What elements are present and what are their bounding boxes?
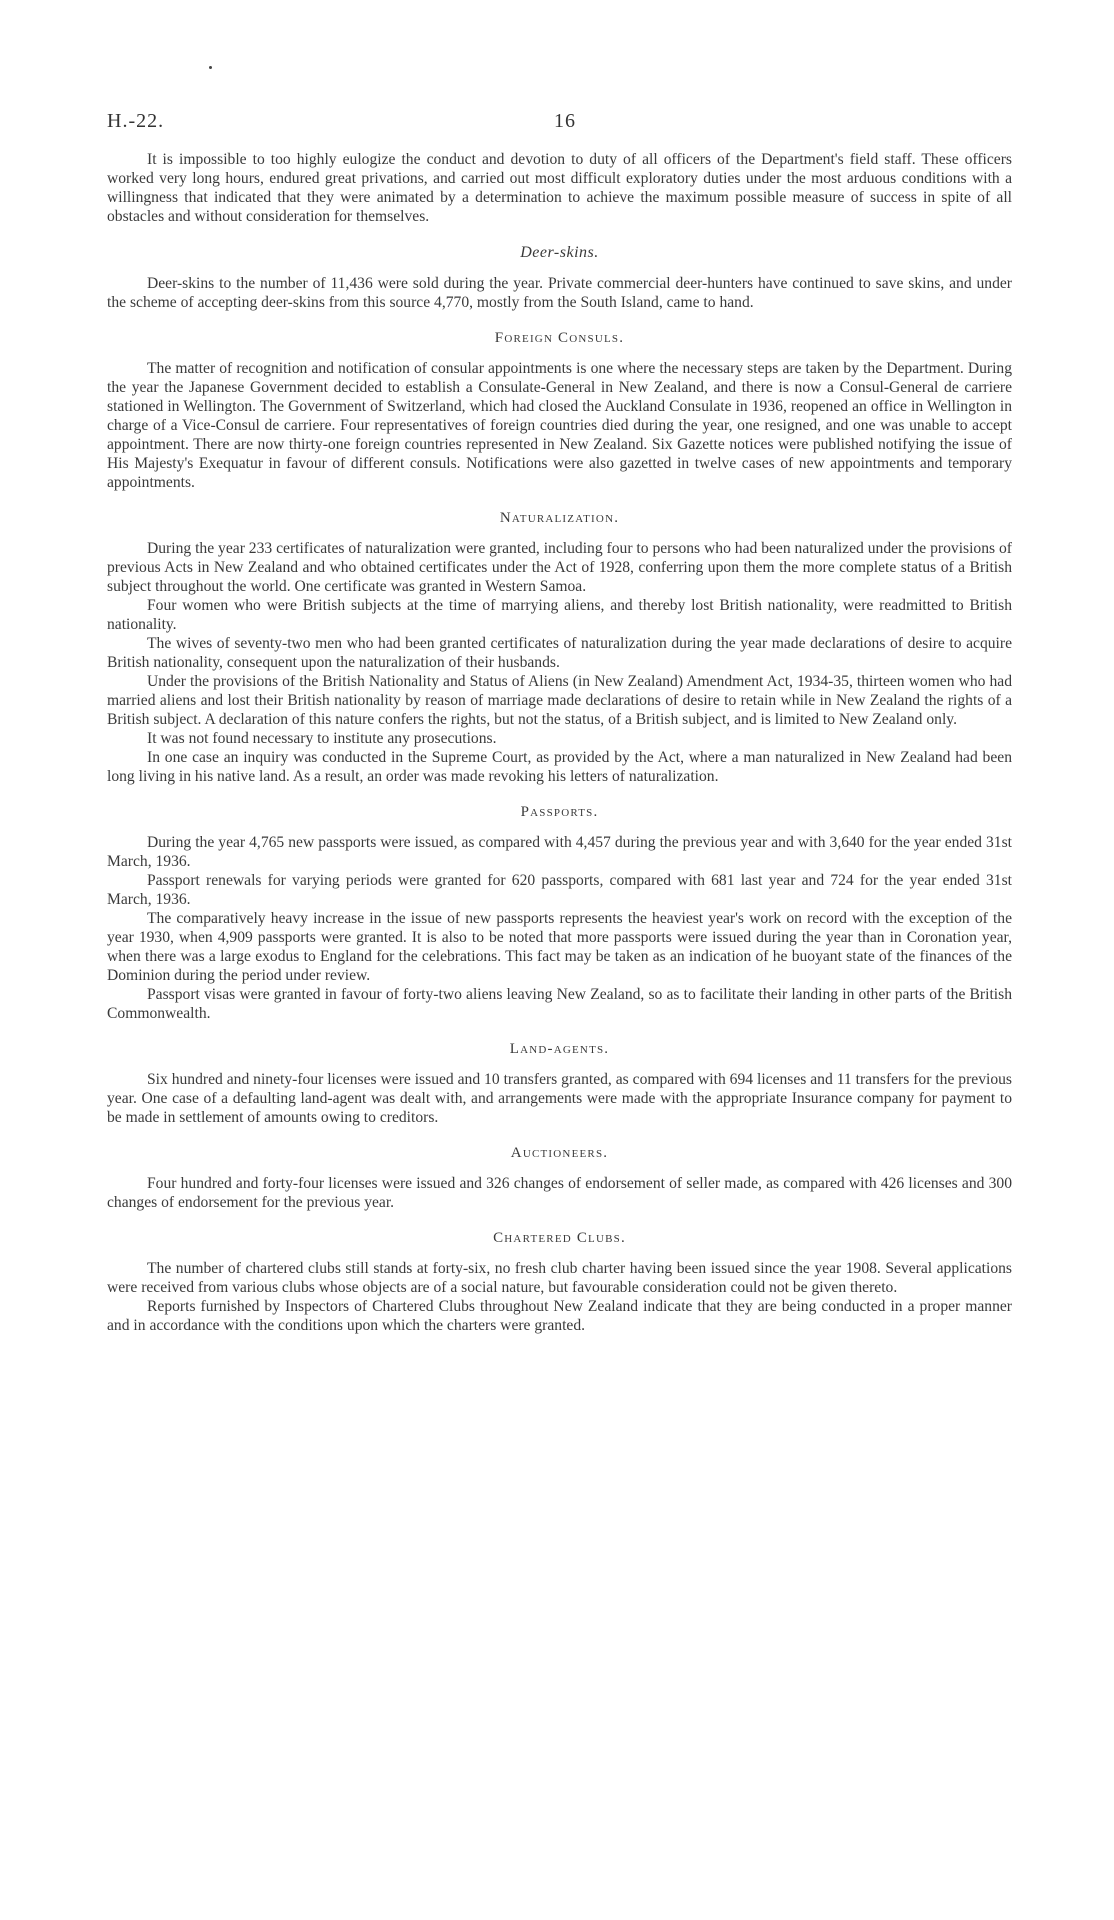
paragraph: Passport visas were granted in favour of forty-two aliens leaving New Zealand, so as to facilitate their landing in other parts of the British Commonwealth.	[107, 986, 1012, 1022]
paragraph: Under the provisions of the British Nationality and Status of Aliens (in New Zealand) Amendment Act, 1934-35, thirteen women who had married aliens and lost their British nationality by reason of marriage made declarations of desire to retain while in New Zealand the rights of a British subject. A declaration of this nature confers the rights, but not the status, of a British subject, and is limited to New Zealand only.	[107, 673, 1012, 728]
section-foreign-consuls	[107, 330, 1012, 492]
paragraph: The number of chartered clubs still stands at forty-six, no fresh club charter having been issued since the year 1908. Several applications were received from various clubs whose objects are of a social nature, but favourable consideration could not be given thereto.	[107, 1260, 1012, 1296]
section-heading: Passports.	[520, 804, 599, 820]
section-auctioneers	[107, 1145, 1012, 1212]
paragraph: The wives of seventy-two men who had been granted certificates of naturalization during the year made declarations of desire to acquire British nationality, consequent upon the naturalization of their husbands.	[107, 635, 1012, 671]
section-naturalization	[107, 510, 1012, 786]
document-reference: H.-22.	[107, 110, 165, 132]
page-number: 16	[554, 110, 576, 132]
paragraph: During the year 4,765 new passports were issued, as compared with 4,457 during the previous year and with 3,640 for the year ended 31st March, 1936.	[107, 834, 1012, 870]
section-heading: Deer-skins.	[520, 244, 599, 261]
paragraph: Four hundred and forty-four licenses were issued and 326 changes of endorsement of seller made, as compared with 426 licenses and 300 changes of endorsement for the previous year.	[107, 1175, 1012, 1211]
section-heading: Foreign Consuls.	[494, 330, 625, 346]
paragraph: Reports furnished by Inspectors of Chartered Clubs throughout New Zealand indicate that they are being conducted in a proper manner and in accordance with the conditions upon which the charters were granted.	[107, 1298, 1012, 1334]
section-deer-skins	[107, 244, 1012, 312]
paragraph: In one case an inquiry was conducted in the Supreme Court, as provided by the Act, where a man naturalized in New Zealand had been long living in his native land. As a result, an order was made revoking his letters of naturalization.	[107, 749, 1012, 785]
speck-mark	[209, 66, 212, 69]
paragraph: Deer-skins to the number of 11,436 were sold during the year. Private commercial deer-hunters have continued to save skins, and under the scheme of accepting deer-skins from this source 4,770, mostly from the South Island, came to hand.	[107, 275, 1012, 311]
section-heading: Land-agents.	[509, 1041, 610, 1057]
page-body	[107, 150, 1012, 1335]
paragraph: Six hundred and ninety-four licenses were issued and 10 transfers granted, as compared with 694 licenses and 11 transfers for the previous year. One case of a defaulting land-agent was dealt with, and arrangements were made with the appropriate Insurance company for payment to be made in settlement of amounts owing to creditors.	[107, 1071, 1012, 1126]
section-land-agents	[107, 1041, 1012, 1127]
paragraph: Four women who were British subjects at the time of marrying aliens, and thereby lost British nationality, were readmitted to British nationality.	[107, 597, 1012, 633]
intro-paragraph: It is impossible to too highly eulogize the conduct and devotion to duty of all officers of the Department's field staff. These officers worked very long hours, endured great privations, and carried out most difficult exploratory duties under the most arduous conditions with a willingness that indicated that they were animated by a determination to achieve the maximum possible measure of success in spite of all obstacles and without consideration for themselves.	[107, 151, 1012, 225]
section-passports	[107, 804, 1012, 1023]
section-chartered-clubs	[107, 1230, 1012, 1335]
section-heading: Auctioneers.	[510, 1145, 609, 1161]
section-heading: Naturalization.	[499, 510, 620, 526]
paragraph: It was not found necessary to institute any prosecutions.	[147, 730, 497, 747]
paragraph: During the year 233 certificates of naturalization were granted, including four to persons who had been naturalized under the provisions of previous Acts in New Zealand and who obtained certificates under the Act of 1928, conferring upon them the more complete status of a British subject throughout the world. One certificate was granted in Western Samoa.	[107, 540, 1012, 595]
paragraph: The comparatively heavy increase in the issue of new passports represents the heaviest year's work on record with the exception of the year 1930, when 4,909 passports were granted. It is also to be noted that more passports were issued during the year than in Coronation year, when there was a large exodus to England for the celebrations. This fact may be taken as an indication of he buoyant state of the finances of the Dominion during the period under review.	[107, 910, 1012, 984]
paragraph: Passport renewals for varying periods were granted for 620 passports, compared with 681 last year and 724 for the year ended 31st March, 1936.	[107, 872, 1012, 908]
paragraph: The matter of recognition and notification of consular appointments is one where the necessary steps are taken by the Department. During the year the Japanese Government decided to establish a Consulate-General in New Zealand, and there is now a Consul-General de carriere stationed in Wellington. The Government of Switzerland, which had closed the Auckland Consulate in 1936, reopened an office in Wellington in charge of a Vice-Consul de carriere. Four representatives of foreign countries died during the year, one resigned, and one was unable to accept appointment. There are now thirty-one foreign countries represented in New Zealand. Six Gazette notices were published notifying the issue of His Majesty's Exequatur in favour of different consuls. Notifications were also gazetted in twelve cases of new appointments and temporary appointments.	[107, 360, 1012, 491]
section-heading: Chartered Clubs.	[493, 1230, 626, 1246]
